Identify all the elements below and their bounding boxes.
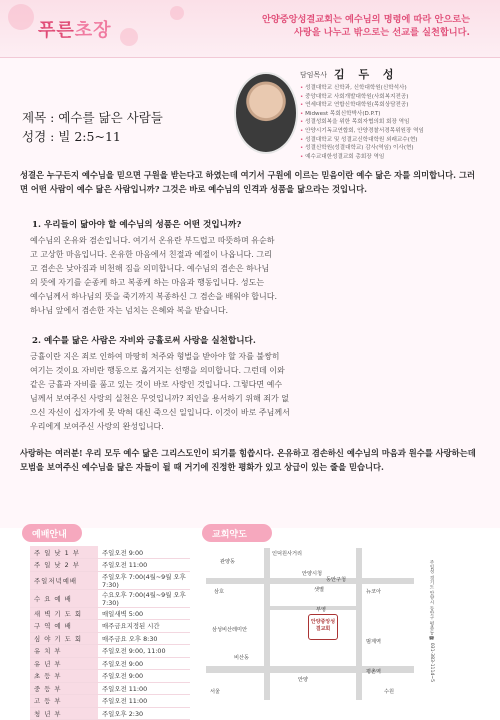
map-label: 비산동	[234, 655, 250, 661]
sermon-title-block	[22, 108, 163, 146]
schedule-row	[30, 546, 190, 559]
service-name: 새 벽 기 도 회	[30, 607, 98, 620]
career-item: • 연세대학교 연합신학대학원(목회상담전공)	[300, 101, 424, 110]
pastor-photo	[234, 72, 298, 154]
point-1-line: 예수님의 온유와 겸손입니다. 여기서 온유란 부드럽고 따뜻하며 유순하	[30, 236, 275, 245]
service-time: 매주금요 오후 8:30	[98, 632, 190, 645]
blossom-decoration	[120, 28, 138, 46]
map-road	[264, 548, 270, 700]
point-2-heading: 2. 예수를 닮은 사람은 자비와 긍휼로써 사랑을 실천합니다.	[32, 336, 256, 346]
point-1-line: 고 고상한 마음입니다. 온유한 마음에서 친절과 예절이 나옵니다. 그리	[30, 250, 272, 259]
brand-part-2: 초장	[74, 20, 112, 41]
point-2-line: 님께서 보여주신 사랑의 실천은 무엇입니까? 죄인을 용서하기 위해 죄가 없	[30, 394, 290, 403]
service-time: 주일오후 7:00(4월~9월 오후7:30)	[98, 571, 190, 589]
blossom-decoration	[170, 6, 184, 20]
tagline-line-2: 사랑을 나누고 밖으로는 선교를 실천합니다.	[293, 27, 470, 38]
service-time: 주일오전 11:00	[98, 559, 190, 572]
service-time: 주일오후 2:30	[98, 707, 190, 720]
map-road	[270, 606, 356, 610]
map-label: 뉴코아	[366, 589, 382, 595]
service-time: 매일새벽 5:00	[98, 607, 190, 620]
pastor-title: 담임목사	[300, 71, 328, 79]
map-label: 동안구청	[326, 577, 347, 583]
map-label: 서울	[210, 689, 221, 695]
service-time: 주일오전 11:00	[98, 695, 190, 708]
brand-part-1: 푸른	[38, 20, 75, 41]
map-label: 부영	[316, 607, 327, 613]
schedule-row	[30, 695, 190, 708]
map-label: 평촌역	[366, 669, 382, 675]
service-time: 수요오후 7:00(4월~9월 오후7:30)	[98, 589, 190, 607]
church-contact-info: 주일성 경기도 안양시 동안구 평촌동 ☎ 031-383-1114~5	[429, 560, 434, 683]
map-label: 수원	[384, 689, 395, 695]
service-time: 주일오전 9:00	[98, 657, 190, 670]
map-label: 관양동	[220, 559, 236, 565]
service-name: 초 등 부	[30, 670, 98, 683]
schedule-row	[30, 559, 190, 572]
career-item: • 중앙대학교 사회개발대학원(사회복지전공)	[300, 93, 424, 102]
map-label: 안양	[298, 677, 309, 683]
sermon-conclusion: 사랑하는 여러분! 우리 모두 예수 닮은 그리스도인이 되기를 힘씁시다. 온유하고 겸손하신 예수님의 마음과 원수를 사랑하는데 모범을 보여주신 예수님을 닮은 자들이 될 때 거기에 진정한 평화가 있고 상급이 있는 줄을 믿습니다.	[20, 448, 476, 472]
point-1-line: 예수님께서 하나님의 뜻을 죽기까지 복종하신 그 겸손을 배워야 합니다.	[30, 292, 277, 301]
career-item: • 성결성회복을 위한 목회자협의회 회장 역임	[300, 118, 424, 127]
schedule-row	[30, 607, 190, 620]
career-item: • 성결대학교 신학과, 신학대학원(신학석사)	[300, 84, 424, 93]
church-location-marker: 안양중앙성결교회	[308, 614, 338, 640]
page-header	[0, 0, 500, 58]
schedule-row	[30, 571, 190, 589]
worship-schedule-heading: 예배안내	[22, 524, 82, 542]
pastor-career-list	[300, 84, 424, 161]
point-2-line: 같은 긍휼과 자비를 품고 있는 것이 바로 사랑인 것입니다. 그렇다면 예수	[30, 380, 283, 389]
map-label: 인덕원사거리	[272, 551, 303, 557]
schedule-row	[30, 645, 190, 658]
point-2-line: 여기는 것이요 자비란 행동으로 옮겨지는 선행을 의미합니다. 그런데 이와	[30, 366, 285, 375]
service-name: 청 년 부	[30, 707, 98, 720]
schedule-row	[30, 657, 190, 670]
sermon-intro: 성결은 누구든지 예수님을 믿으면 구원을 받는다고 하였는데 여기서 구원에 이르는 믿음이란 예수 닮은 자를 의미합니다. 그러면 어떤 사람이 예수 닮은 사람입니까? 그것은 바로 예수님의 인격과 성품을 닮으라는 것입니다.	[20, 170, 475, 194]
service-name: 구 역 예 배	[30, 620, 98, 633]
pastor-name: 김 두 성	[334, 68, 399, 81]
schedule-row	[30, 670, 190, 683]
point-2-body	[30, 350, 470, 434]
service-name: 유 치 부	[30, 645, 98, 658]
service-time: 주일오전 11:00	[98, 682, 190, 695]
career-item: • 성결신학원(성결대학교) 감사(역임) 이사(현)	[300, 144, 424, 153]
worship-schedule-table	[30, 546, 190, 720]
schedule-row	[30, 589, 190, 607]
schedule-row	[30, 620, 190, 633]
point-2-line: 우리에게 보여주신 사랑의 완성입니다.	[30, 422, 164, 431]
service-name: 고 등 부	[30, 695, 98, 708]
service-time: 주일오전 9:00	[98, 546, 190, 559]
service-name: 중 등 부	[30, 682, 98, 695]
service-time: 주일오전 9:00	[98, 670, 190, 683]
service-time: 매주금요지정된 시간	[98, 620, 190, 633]
schedule-row	[30, 682, 190, 695]
service-name: 주일저녁예배	[30, 571, 98, 589]
map-road	[356, 548, 362, 700]
church-map	[206, 548, 414, 700]
point-2-line: 으신 자신이 십자가에 못 박혀 대신 죽으신 일입니다. 이것이 바로 주님께서	[30, 408, 290, 417]
career-item: • 안양시기독교연합회, 안양경찰서경목위원장 역임	[300, 127, 424, 136]
map-label: 범계역	[366, 639, 382, 645]
map-label: 삼호	[214, 589, 225, 595]
map-label: 삼성비산레미안	[212, 627, 248, 633]
service-name: 주 일 낮 2 부	[30, 559, 98, 572]
career-item: • 성결대학교 및 성결교신학대학원 외래교수(현)	[300, 136, 424, 145]
newsletter-brand	[38, 16, 112, 42]
map-label: 샛별	[314, 587, 325, 593]
point-1-heading: 1. 우리들이 닮아야 할 예수님의 성품은 어떤 것입니까?	[32, 220, 242, 230]
map-road	[206, 578, 414, 584]
blossom-decoration	[8, 4, 34, 30]
map-label: 안양시청	[302, 571, 323, 577]
service-time: 주일오전 9:00, 11:00	[98, 645, 190, 658]
service-name: 수 요 예 배	[30, 589, 98, 607]
career-item: • 예수교대한성결교회 총회장 역임	[300, 153, 424, 162]
church-map-heading: 교회약도	[202, 524, 272, 542]
schedule-row	[30, 632, 190, 645]
point-1-body	[30, 234, 470, 318]
point-1-line: 의 뜻에 자기를 순종케 하고 복종케 하는 마음과 행동입니다. 성도는	[30, 278, 265, 287]
service-name: 주 일 낮 1 부	[30, 546, 98, 559]
point-2-line: 긍휼이란 지은 죄로 인하여 마땅히 처주와 형벌을 받아야 할 자를 불쌍히	[30, 352, 280, 361]
sermon-scripture: 성경 : 빌 2:5~11	[22, 129, 121, 144]
church-tagline	[262, 13, 470, 39]
service-name: 유 년 부	[30, 657, 98, 670]
sermon-title: 제목 : 예수를 닮은 사람들	[22, 110, 163, 125]
point-1-line: 고 겸손은 낮아짐과 비천해 짐을 의미합니다. 예수님의 겸손은 하나님	[30, 264, 270, 273]
schedule-row	[30, 707, 190, 720]
career-item: • Midwest 목회신학박사(D.P.T)	[300, 110, 424, 119]
service-name: 심 야 기 도 회	[30, 632, 98, 645]
tagline-line-1: 안양중앙성결교회는 예수님의 명령에 따라 안으로는	[261, 14, 470, 25]
map-road	[206, 666, 414, 673]
point-1-line: 하나님 앞에서 겸손한 자는 넘치는 은혜와 복을 받습니다.	[30, 306, 229, 315]
